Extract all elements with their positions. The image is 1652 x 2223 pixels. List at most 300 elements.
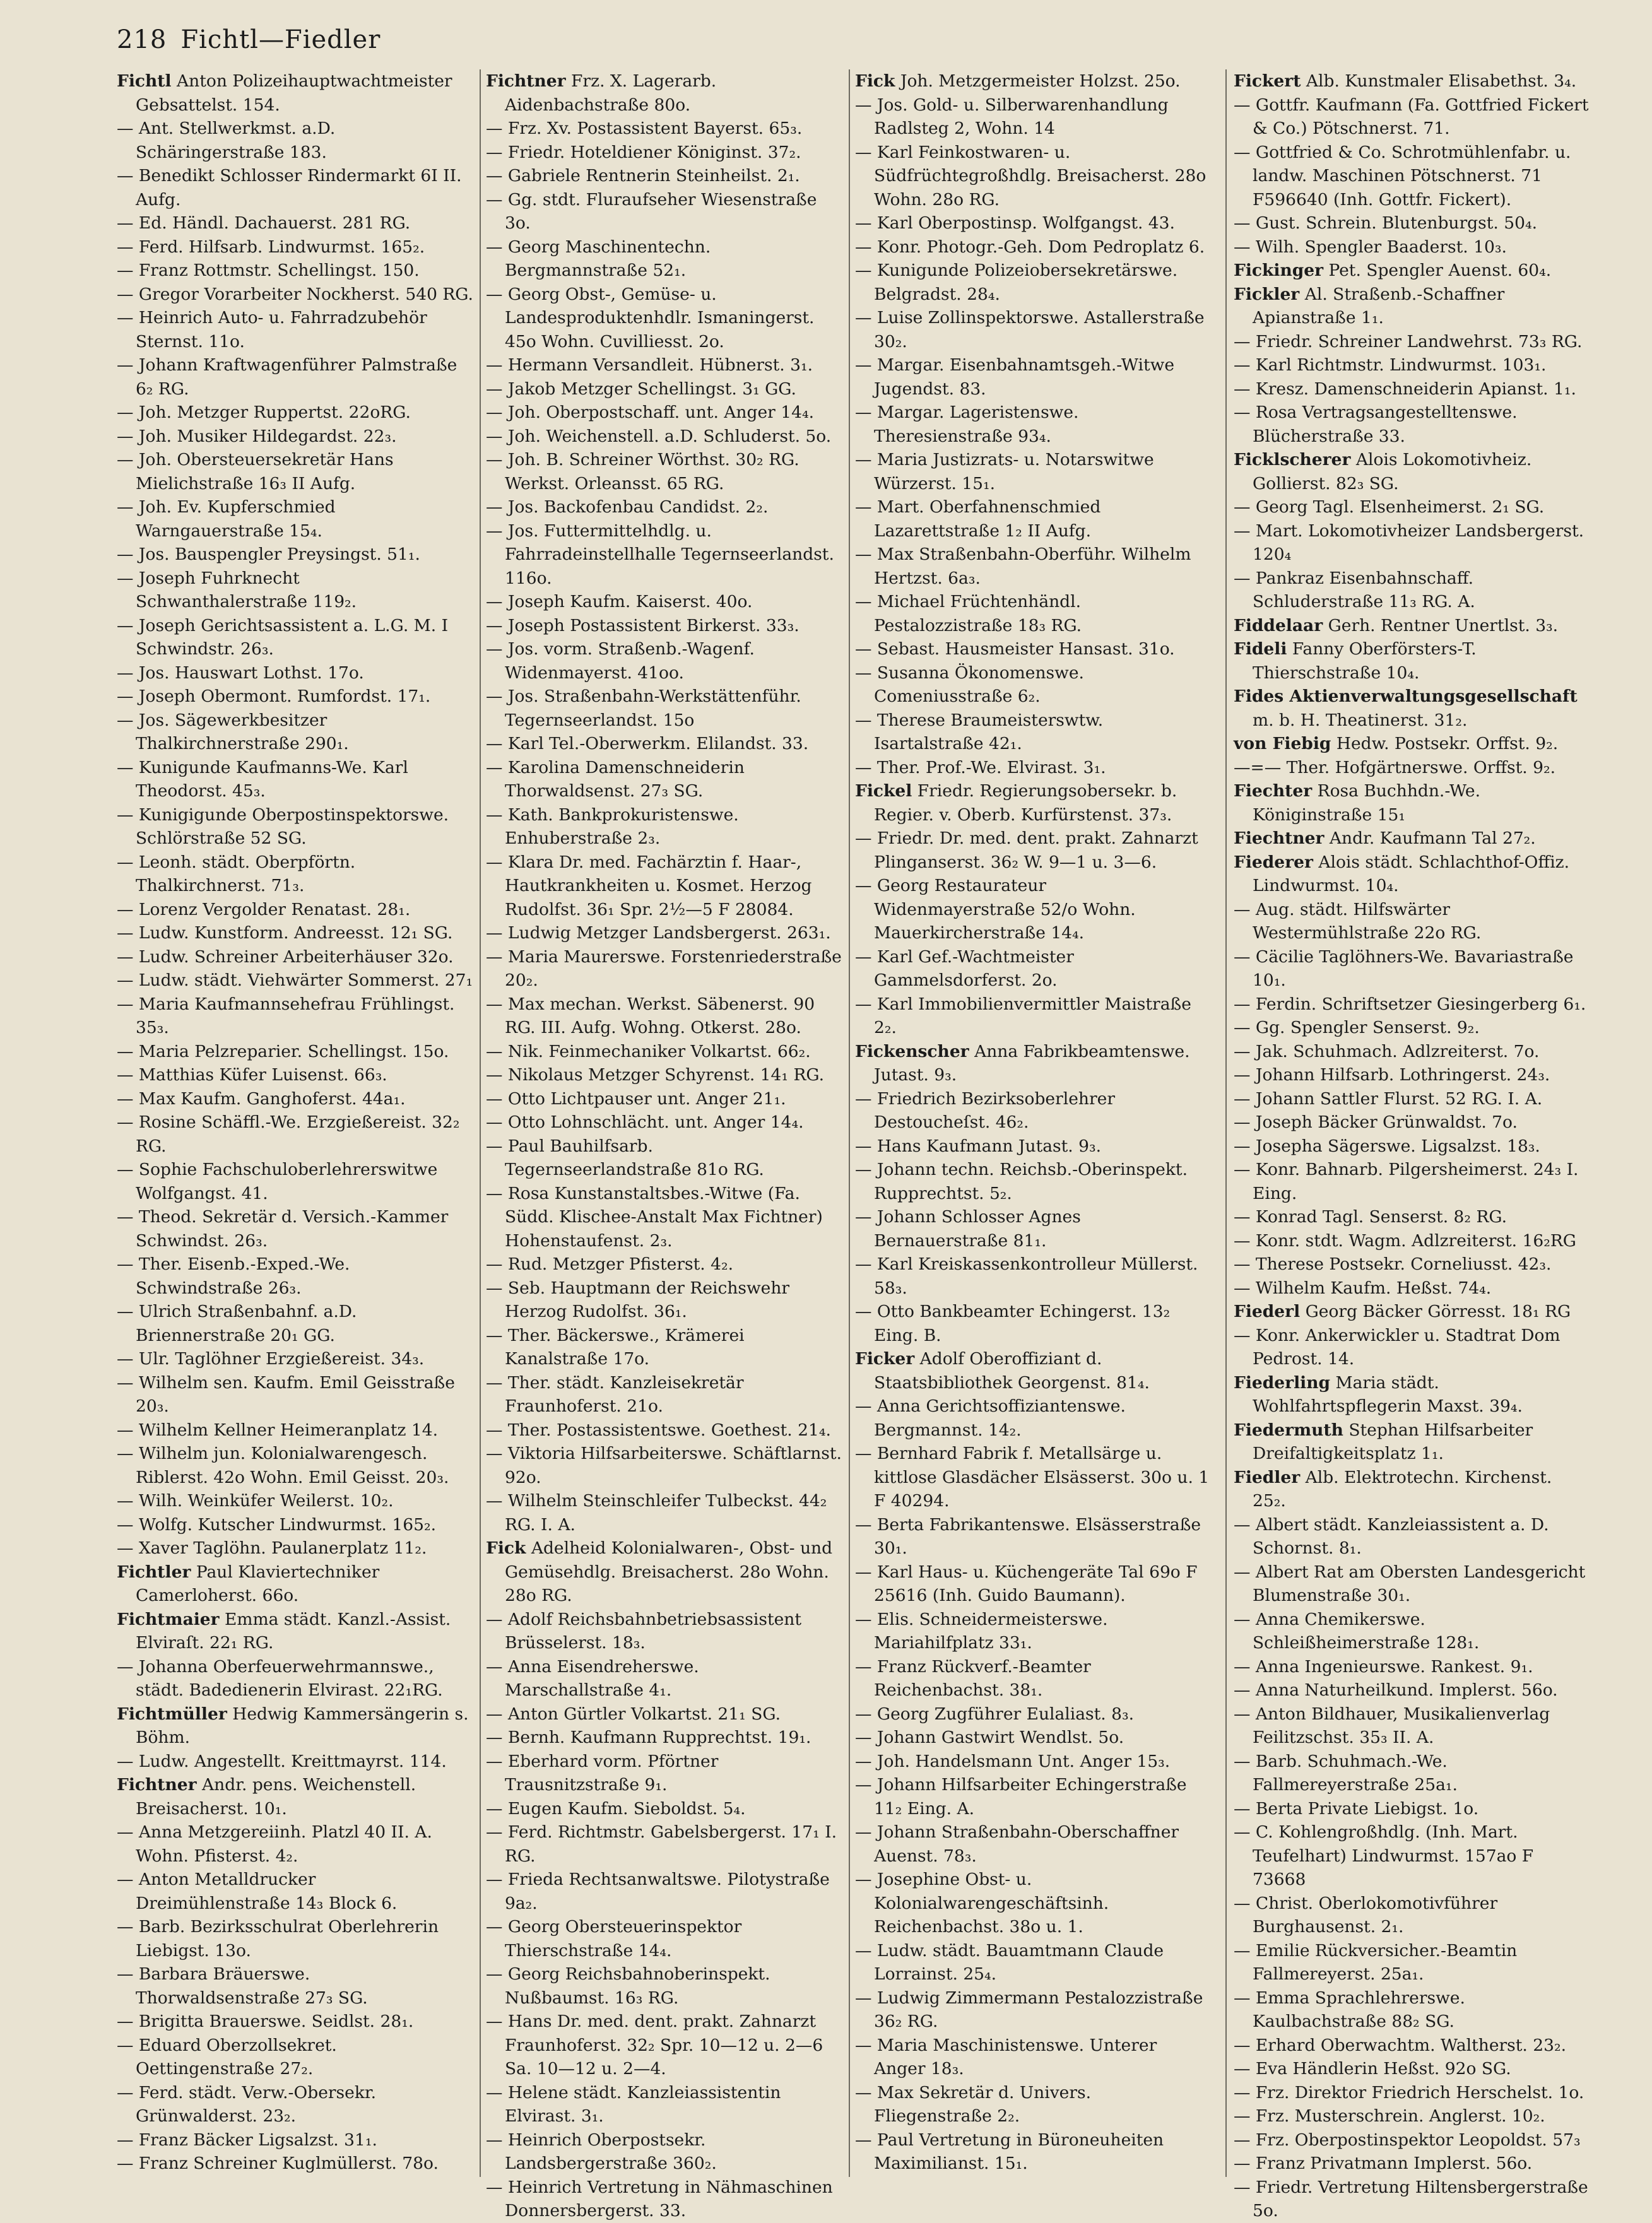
entry-text: — Margar. Lageristenswe. Theresienstraße 93₄.	[855, 403, 1079, 446]
directory-entry	[1234, 141, 1590, 212]
directory-entry	[486, 141, 842, 165]
directory-entry	[855, 1560, 1212, 1608]
entry-text: — Rud. Metzger Pfisterst. 4₂.	[486, 1254, 734, 1274]
directory-entry	[486, 1135, 842, 1182]
entry-text: — Rosine Schäffl.-We. Erzgießereist. 32₂ RG.	[117, 1112, 460, 1156]
directory-entry	[117, 425, 473, 449]
directory-entry	[855, 1253, 1212, 1300]
entry-text: m. b. H. Theatinerst. 31₂.	[1253, 710, 1468, 730]
entry-text: — Georg Maschinentechn. Bergmannstraße 52₁.	[486, 237, 711, 280]
entry-text: — Johann Schlosser Agnes Bernauerstraße 81₁.	[855, 1207, 1081, 1251]
entry-text: — Ludw. städt. Viehwärter Sommerst. 27₁	[117, 970, 473, 990]
surname-keyword: Fichtler	[117, 1562, 191, 1582]
entry-text: — Friedr. Hoteldiener Königinst. 37₂.	[486, 142, 801, 162]
directory-entry	[486, 614, 842, 638]
entry-text: — Anton Gürtler Volkartst. 21₁ SG.	[486, 1704, 781, 1724]
directory-entry	[855, 1442, 1212, 1513]
directory-entry	[855, 141, 1212, 212]
directory-entry	[855, 235, 1212, 259]
directory-entry	[486, 117, 842, 141]
entry-text: — Mart. Lokomotivheizer Landsbergerst. 120₄	[1234, 521, 1584, 564]
directory-entry	[855, 827, 1212, 874]
entry-text: Georg Bäcker Görresst. 18₁ RG	[1300, 1302, 1571, 1321]
entry-text: — Heinrich Oberpostsekr. Landsbergerstraße 360₂.	[486, 2130, 717, 2173]
directory-entry	[486, 401, 842, 425]
entry-text: — Eva Händlerin Heßst. 92o SG.	[1234, 2059, 1511, 2079]
entry-text: — Albert städt. Kanzleiassistent a. D. Schornst. 8₁.	[1234, 1514, 1549, 1558]
entry-text: — Rosa Vertragsangestelltenswe. Blücherstraße 33.	[1234, 403, 1518, 446]
entry-text: — Joh. Metzger Ruppertst. 22oRG.	[117, 403, 411, 422]
directory-entry	[1234, 69, 1590, 93]
entry-text: Al. Straßenb.-Schaffner Apianstraße 1₁.	[1253, 284, 1505, 327]
entry-text: — Aug. städt. Hilfswärter Westermühlstraße 22o RG.	[1234, 899, 1482, 943]
entry-text: — Franz Rückverf.-Beamter Reichenbachst. 38₁.	[855, 1656, 1091, 1700]
entry-text: — Lorenz Vergolder Renatast. 28₁.	[117, 899, 411, 919]
entry-text: — Gottfr. Kaufmann (Fa. Gottfried Fickert & Co.) Pötschnerst. 71.	[1234, 95, 1589, 138]
entry-text: — Anton Bildhauer, Musikalienverlag Feilitzschst. 35₃ II. A.	[1234, 1704, 1550, 1747]
entry-text: — Jakob Metzger Schellingst. 3₁ GG.	[486, 379, 796, 399]
directory-entry	[855, 779, 1212, 827]
directory-entry	[486, 2176, 842, 2223]
surname-keyword: Fiddelaar	[1234, 615, 1323, 635]
directory-entry	[486, 1087, 842, 1111]
entry-text: — Hans Dr. med. dent. prakt. Zahnarzt Fraunhoferst. 32₂ Spr. 10—12 u. 2—6 Sa. 10—12 u. 2—4.	[486, 2012, 823, 2079]
directory-entry	[855, 1608, 1212, 1655]
directory-entry	[1234, 1063, 1590, 1087]
directory-entry	[855, 2081, 1212, 2128]
entry-text: — Maria Justizrats- u. Notarswitwe Würzerst. 15₁.	[855, 450, 1154, 493]
entry-text: Hedwig Kammersängerin s. Böhm.	[136, 1704, 469, 1747]
surname-keyword: Fiederer	[1234, 852, 1313, 872]
entry-text: — Joh. Obersteuersekretär Hans Mielichstraße 16₃ II Aufg.	[117, 450, 394, 493]
directory-entry	[1234, 1820, 1590, 1892]
entry-text: — Ludwig Metzger Landsbergerst. 263₁.	[486, 923, 831, 943]
directory-entry	[1234, 1300, 1590, 1324]
entry-text: — Matthias Küfer Luisenst. 66₃.	[117, 1065, 387, 1085]
entry-text: — Karl Oberpostinsp. Wolfgangst. 43.	[855, 213, 1175, 233]
directory-entry	[1234, 1324, 1590, 1371]
entry-text: — Georg Tagl. Elsenheimerst. 2₁ SG.	[1234, 497, 1545, 517]
entry-text: — Ed. Händl. Dachauerst. 281 RG.	[117, 213, 411, 233]
entry-text: — Frieda Rechtsanwaltswe. Pilotystraße 9a₂.	[486, 1870, 830, 1913]
entry-text: — Anna Chemikerswe. Schleißheimerstraße 128₁.	[1234, 1609, 1480, 1653]
entry-text: —=— Ther. Hofgärtnerswe. Orffst. 9₂.	[1234, 757, 1556, 777]
entry-text: — Xaver Taglöhn. Paulanerplatz 11₂.	[117, 1538, 427, 1558]
directory-entry	[1234, 2152, 1590, 2176]
directory-entry	[486, 1915, 842, 1962]
entry-text: — Max Sekretär d. Univers. Fliegenstraße 2₂.	[855, 2082, 1092, 2126]
entry-text: — Georg Zugführer Eulaliast. 8₃.	[855, 1704, 1135, 1724]
directory-entry	[1234, 827, 1590, 851]
directory-entry	[486, 1277, 842, 1324]
surname-keyword: Fick	[855, 71, 895, 91]
directory-entry	[117, 448, 473, 495]
entry-text: — Sophie Fachschuloberlehrerswitwe Wolfgangst. 41.	[117, 1160, 438, 1203]
surname-keyword: Fichtl	[117, 71, 172, 91]
entry-text: — Michael Früchtenhändl. Pestalozzistraße 18₃ RG.	[855, 592, 1082, 635]
entry-text: — Franz Schreiner Kuglmüllerst. 78o.	[117, 2154, 439, 2173]
entry-text: — Karl Immobilienvermittler Maistraße 2₂.	[855, 994, 1191, 1037]
entry-text: — Nik. Feinmechaniker Volkartst. 66₂.	[486, 1041, 811, 1061]
directory-entry	[855, 448, 1212, 495]
entry-text: — Hans Kaufmann Jutast. 9₃.	[855, 1136, 1102, 1156]
entry-text: — Anna Ingenieurswe. Rankest. 9₁.	[1234, 1656, 1533, 1677]
entry-text: — Benedikt Schlosser Rindermarkt 6I II. Aufg.	[117, 166, 462, 209]
directory-entry	[117, 685, 473, 709]
surname-keyword: Fick	[486, 1538, 526, 1558]
directory-entry	[117, 1773, 473, 1820]
directory-entry	[117, 709, 473, 756]
directory-entry	[1234, 567, 1590, 614]
directory-entry	[486, 164, 842, 188]
entry-text: — Max Kaufm. Ganghoferst. 44a₁.	[117, 1088, 406, 1109]
directory-entry	[486, 448, 842, 495]
directory-entry	[486, 945, 842, 993]
entry-text: — Maria Kaufmannsehefrau Frühlingst. 35₃.	[117, 994, 455, 1037]
entry-text: — Konr. Bahnarb. Pilgersheimerst. 24₃ I. Eing.	[1234, 1160, 1579, 1203]
entry-text: — Ferd. Hilfsarb. Lindwurmst. 165₂.	[117, 237, 425, 257]
directory-entry	[855, 874, 1212, 945]
entry-text: — Anna Naturheilkund. Implerst. 56o.	[1234, 1680, 1558, 1700]
entry-text: Andr. pens. Weichenstell. Breisacherst. 10₁.	[136, 1775, 416, 1819]
directory-entry	[855, 401, 1212, 448]
entry-text: — Joh. Weichenstell. a.D. Schluderst. 5o.	[486, 426, 832, 446]
entry-text: Andr. Kaufmann Tal 27₂.	[1324, 828, 1536, 848]
entry-text: — Frz. Xv. Postassistent Bayerst. 65₃.	[486, 119, 803, 138]
entry-text: — Anna Eisendreherswe. Marschallstraße 4₁.	[486, 1656, 699, 1700]
directory-entry	[486, 1063, 842, 1087]
entry-text: — Ludwig Zimmermann Pestalozzistraße 36₂ RG.	[855, 1988, 1203, 2031]
directory-entry	[486, 377, 842, 401]
directory-entry	[1234, 519, 1590, 567]
entry-text: — Margar. Eisenbahnamtsgeh.-Witwe Jugendst. 83.	[855, 355, 1175, 399]
directory-entry	[486, 1182, 842, 1253]
directory-entry	[117, 164, 473, 211]
directory-entry	[855, 211, 1212, 235]
directory-entry	[486, 1111, 842, 1135]
entry-text: — Jos. Bauspengler Preysingst. 51₁.	[117, 545, 420, 564]
entry-text: — Jos. Sägewerkbesitzer Thalkirchnerstraße 290₁.	[117, 710, 349, 753]
entry-text: — Ludw. städt. Bauamtmann Claude Lorrainst. 25₄.	[855, 1940, 1164, 1984]
directory-entry	[855, 1087, 1212, 1135]
directory-entry	[117, 614, 473, 661]
directory-entry	[1234, 1986, 1590, 2034]
entry-text: — Maria Pelzreparier. Schellingst. 15o.	[117, 1041, 449, 1061]
entry-text: — Barb. Bezirksschulrat Oberlehrerin Liebigst. 13o.	[117, 1917, 439, 1961]
entry-text: — Kath. Bankprokuristenswe. Enhuberstraße 2₃.	[486, 805, 739, 848]
directory-entry	[486, 1253, 842, 1277]
directory-entry	[117, 1300, 473, 1347]
entry-text: — Jos. Straßenbahn-Werkstättenführ. Tegernseerlandst. 15o	[486, 687, 801, 730]
directory-entry	[1234, 779, 1590, 827]
entry-text: — Otto Lohnschlächt. unt. Anger 14₄.	[486, 1112, 804, 1132]
directory-entry	[1234, 211, 1590, 235]
directory-entry	[1234, 2034, 1590, 2058]
surname-keyword: Fickinger	[1234, 261, 1324, 280]
entry-text: — Gottfried & Co. Schrotmühlenfabr. u. landw. Maschinen Pötschnerst. 71 F596640 (Inh. Gottfr. Fickert).	[1234, 142, 1571, 209]
entry-text: — Ferd. städt. Verw.-Obersekr. Grünwalderst. 23₂.	[117, 2082, 377, 2126]
column-rule	[849, 69, 850, 2177]
directory-entry	[486, 1655, 842, 1702]
directory-entry	[1234, 259, 1590, 283]
surname-keyword: Ficker	[855, 1349, 915, 1369]
directory-entry	[486, 2010, 842, 2081]
directory-entry	[855, 1513, 1212, 1560]
entry-text: — Joseph Kaufm. Kaiserst. 40o.	[486, 592, 753, 611]
page-number: 218	[117, 25, 167, 54]
entry-text: — Heinrich Auto- u. Fahrradzubehör Sternst. 11o.	[117, 308, 427, 351]
directory-entry	[117, 898, 473, 922]
directory-entry	[855, 69, 1212, 93]
directory-entry	[486, 519, 842, 591]
entry-text: — Mart. Oberfahnenschmied Lazarettstraße 1₂ II Aufg.	[855, 497, 1101, 541]
entry-text: — Gregor Vorarbeiter Nockherst. 540 RG.	[117, 284, 473, 304]
entry-text: — Eugen Kaufm. Sieboldst. 5₄.	[486, 1798, 746, 1819]
entry-text: — Erhard Oberwachtm. Waltherst. 23₂.	[1234, 2035, 1567, 2055]
entry-text: — Konr. Ankerwickler u. Stadtrat Dom Pedrost. 14.	[1234, 1325, 1561, 1369]
entry-text: — Joseph Gerichtsassistent a. L.G. M. I Schwindstr. 26₃.	[117, 615, 449, 659]
directory-entry	[1234, 495, 1590, 519]
directory-entry	[1234, 448, 1590, 495]
entry-text: — Albert Rat am Obersten Landesgericht Blumenstraße 30₁.	[1234, 1562, 1586, 1605]
directory-entry	[486, 1371, 842, 1418]
directory-entry	[855, 945, 1212, 993]
directory-entry	[486, 2081, 842, 2128]
entry-text: — Georg Obst-, Gemüse- u. Landesproduktenhdlr. Ismaningerst. 45o Wohn. Cuvilliesst. 2o.	[486, 284, 815, 351]
directory-entry	[1234, 851, 1590, 898]
directory-entry	[117, 1205, 473, 1253]
directory-entry	[1234, 993, 1590, 1017]
entry-text: Emma städt. Kanzl.-Assist. Elviraſt. 22₁ RG.	[136, 1609, 451, 1653]
directory-entry	[855, 1702, 1212, 1726]
directory-entry	[486, 1868, 842, 1915]
directory-entry	[117, 1489, 473, 1513]
directory-entry	[1234, 1371, 1590, 1418]
entry-text: Adelheid Kolonialwaren-, Obst- und Gemüsehdlg. Breisacherst. 28o Wohn. 28o RG.	[505, 1538, 833, 1605]
entry-text: — Johann Kraftwagenführer Palmstraße 6₂ RG.	[117, 355, 457, 399]
entry-text: Rosa Buchhdn.-We. Königinstraße 15₁	[1253, 781, 1481, 825]
directory-entry	[486, 235, 842, 283]
directory-entry	[1234, 1608, 1590, 1655]
directory-entry	[486, 425, 842, 449]
entry-text: — Paul Bauhilfsarb. Tegernseerlandstraße 81o RG.	[486, 1136, 764, 1179]
entry-text: — Gg. stdt. Fluraufseher Wiesenstraße 3o.	[486, 189, 817, 233]
column-rule	[480, 69, 481, 2177]
directory-entry	[855, 1820, 1212, 1868]
entry-text: — Joh. Ev. Kupferschmied Warngauerstraße 15₄.	[117, 497, 336, 541]
column-2	[486, 69, 842, 2220]
entry-text: — Anton Metalldrucker Dreimühlenstraße 14₃ Block 6.	[117, 1870, 398, 1913]
entry-text: — Wilh. Weinküfer Weilerst. 10₂.	[117, 1491, 394, 1511]
surname-keyword: Fiedermuth	[1234, 1420, 1343, 1440]
entry-text: — Kunigunde Kaufmanns-We. Karl Theodorst. 45₃.	[117, 757, 408, 801]
directory-entry	[117, 69, 473, 117]
entry-text: — Joh. Handelsmann Unt. Anger 15₃.	[855, 1751, 1171, 1771]
entry-text: Adolf Oberoffiziant d. Staatsbibliothek Georgenst. 81₄.	[874, 1349, 1150, 1393]
surname-keyword: Fickenscher	[855, 1041, 969, 1061]
entry-text: Gerh. Rentner Unertlst. 3₃.	[1323, 615, 1559, 635]
surname-keyword: Fichtmaier	[117, 1609, 220, 1629]
directory-entry	[1234, 93, 1590, 141]
entry-text: — Otto Lichtpauser unt. Anger 21₁.	[486, 1088, 786, 1109]
entry-text: — Emma Sprachlehrerswe. Kaulbachstraße 88₂ SG.	[1234, 1988, 1465, 2031]
directory-entry	[486, 495, 842, 519]
entry-text: — Berta Private Liebigst. 1o.	[1234, 1798, 1479, 1819]
directory-entry	[117, 1962, 473, 2010]
surname-keyword: Fideli	[1234, 639, 1287, 659]
entry-text: — Karolina Damenschneiderin Thorwaldsenst. 27₃ SG.	[486, 757, 745, 801]
directory-entry	[117, 259, 473, 283]
directory-entry	[855, 1040, 1212, 1087]
entry-text: — Nikolaus Metzger Schyrenst. 14₁ RG.	[486, 1065, 825, 1085]
directory-entry	[1234, 1205, 1590, 1229]
entry-text: — Pankraz Eisenbahnschaff. Schluderstraße 11₃ RG. A.	[1234, 568, 1475, 611]
entry-text: Fanny Oberförsters-T. Thierschstraße 10₄.	[1253, 639, 1477, 683]
entry-text: — Kunigigunde Oberpostinspektorswe. Schlörstraße 52 SG.	[117, 805, 449, 848]
directory-entry	[855, 1986, 1212, 2034]
entry-text: — Joseph Fuhrknecht Schwanthalerstraße 119₂.	[117, 568, 357, 611]
entry-text: Hedw. Postsekr. Orffst. 9₂.	[1331, 734, 1559, 753]
entry-text: — Karl Gef.-Wachtmeister Gammelsdorferst. 2o.	[855, 946, 1074, 990]
directory-entry	[1234, 1892, 1590, 1939]
directory-entry	[486, 188, 842, 235]
directory-entry	[486, 1536, 842, 1608]
directory-entry	[855, 1750, 1212, 1774]
directory-entry	[117, 567, 473, 614]
surname-keyword: von Fiebig	[1234, 734, 1331, 753]
entry-text: — Sebast. Hausmeister Hansast. 31o.	[855, 639, 1175, 659]
entry-text: — Friedr. Dr. med. dent. prakt. Zahnarzt Plinganserst. 36₂ W. 9—1 u. 3—6.	[855, 828, 1198, 872]
directory-entry	[855, 1773, 1212, 1820]
entry-text: — Ther. Postassistentswe. Goethest. 21₄.	[486, 1420, 831, 1440]
entry-text: — Ludw. Schreiner Arbeiterhäuser 32o.	[117, 946, 454, 967]
directory-entry	[486, 851, 842, 922]
entry-text: Friedr. Regierungsobersekr. b. Regier. v. Oberb. Kurfürstenst. 37₃.	[874, 781, 1177, 825]
entry-text: — Heinrich Vertretung in Nähmaschinen Donnersbergerst. 33.	[486, 2177, 833, 2220]
directory-entry	[486, 685, 842, 732]
directory-entry	[117, 543, 473, 567]
directory-entry	[1234, 1560, 1590, 1608]
directory-entry	[1234, 330, 1590, 354]
surname-keyword: Ficklscherer	[1234, 450, 1351, 469]
directory-entry	[1234, 2081, 1590, 2105]
directory-entry	[117, 1347, 473, 1371]
directory-entry	[117, 1253, 473, 1300]
entry-text: — Ludw. Kunstform. Andreesst. 12₁ SG.	[117, 923, 453, 943]
entry-text: — Kresz. Damenschneiderin Apianst. 1₁.	[1234, 379, 1576, 399]
entry-text: — Johann Hilfsarb. Lothringerst. 24₃.	[1234, 1065, 1550, 1085]
column-rule	[1225, 69, 1227, 2177]
directory-entry	[486, 1750, 842, 1797]
entry-text: — Johann Straßenbahn-Oberschaffner Auenst. 78₃.	[855, 1822, 1179, 1866]
entry-text: — Therese Braumeisterswtw. Isartalstraße 42₁.	[855, 710, 1104, 753]
directory-entry	[1234, 1655, 1590, 1679]
entry-text: — Cäcilie Taglöhners-We. Bavariastraße 10₁.	[1234, 946, 1574, 990]
directory-entry	[486, 1040, 842, 1064]
page-header	[117, 25, 381, 54]
directory-entry	[1234, 685, 1590, 732]
entry-text: — Friedr. Vertretung Hiltensbergerstraße 5o.	[1234, 2177, 1588, 2220]
directory-entry	[117, 969, 473, 993]
entry-text: — Johann Gastwirt Wendlst. 5o.	[855, 1728, 1124, 1747]
entry-text: — Ant. Stellwerkmst. a.D. Schäringerstraße 183.	[117, 119, 336, 162]
entry-text: — Jos. Futtermittelhdlg. u. Fahrradeinstellhalle Tegernseerlandst. 116o.	[486, 521, 834, 588]
entry-text: — Konrad Tagl. Senserst. 8₂ RG.	[1234, 1207, 1507, 1227]
entry-text: — Georg Restaurateur Widenmayerstraße 52/o Wohn. Mauerkircherstraße 14₄.	[855, 876, 1136, 943]
directory-entry	[486, 590, 842, 614]
directory-entry	[1234, 283, 1590, 330]
entry-text: Anton Polizeihauptwachtmeister Gebsattelst. 154.	[136, 71, 452, 115]
column-1	[117, 69, 473, 2202]
entry-text: — Joh. Musiker Hildegardst. 22₃.	[117, 426, 397, 446]
entry-text: — Christ. Oberlokomotivführer Burghausenst. 2₁.	[1234, 1893, 1498, 1937]
entry-text: — Franz Rottmstr. Schellingst. 150.	[117, 261, 420, 280]
directory-entry	[1234, 1087, 1590, 1111]
directory-entry	[117, 921, 473, 945]
directory-entry	[1234, 2057, 1590, 2081]
directory-entry	[1234, 1253, 1590, 1277]
entry-text: — Kunigunde Polizeiobersekretärswe. Belgradst. 28₄.	[855, 261, 1178, 304]
directory-entry	[117, 2010, 473, 2034]
directory-entry	[1234, 1158, 1590, 1205]
entry-text: — Joseph Postassistent Birkerst. 33₃.	[486, 615, 799, 635]
entry-text: Pet. Spengler Auenst. 60₄.	[1323, 261, 1552, 280]
directory-entry	[117, 1560, 473, 1608]
column-4	[1234, 69, 1590, 2220]
directory-entry	[117, 1750, 473, 1774]
directory-entry	[117, 1371, 473, 1418]
entry-text: — Joh. B. Schreiner Wörthst. 30₂ RG. Werkst. Orleansst. 65 RG.	[486, 450, 799, 493]
directory-entry	[855, 709, 1212, 756]
entry-text: — Gabriele Rentnerin Steinheilst. 2₁.	[486, 166, 800, 186]
directory-entry	[117, 1513, 473, 1537]
directory-entry	[1234, 756, 1590, 780]
directory-entry	[117, 306, 473, 353]
directory-entry	[486, 1418, 842, 1442]
directory-entry	[855, 1347, 1212, 1395]
directory-entry	[855, 637, 1212, 661]
directory-entry	[117, 1111, 473, 1158]
directory-entry	[486, 1324, 842, 1371]
entry-text: Joh. Metzgermeister Holzst. 25o.	[895, 71, 1181, 91]
entry-text: — Ludw. Angestellt. Kreittmayrst. 114.	[117, 1751, 447, 1771]
directory-entry	[486, 1820, 842, 1868]
directory-entry	[117, 851, 473, 898]
entry-text: — Klara Dr. med. Fachärztin f. Haar-, Hautkrankheiten u. Kosmet. Herzog Rudolfst. 36₁ Spr. 2½—5 F 28084.	[486, 852, 812, 919]
entry-text: — Anna Metzgereiinh. Platzl 40 II. A. Wohn. Pfisterst. 4₂.	[117, 1822, 432, 1866]
entry-text: — Gg. Spengler Senserst. 9₂.	[1234, 1018, 1480, 1037]
entry-text: — Berta Fabrikantenswe. Elsässerstraße 30₁.	[855, 1514, 1201, 1558]
directory-entry	[855, 93, 1212, 141]
directory-entry	[855, 1939, 1212, 1986]
directory-entry	[117, 1158, 473, 1205]
directory-entry	[117, 235, 473, 259]
directory-entry	[117, 2128, 473, 2152]
directory-entry	[1234, 1040, 1590, 1064]
entry-text: — Karl Haus- u. Küchengeräte Tal 69o F 25616 (Inh. Guido Baumann).	[855, 1562, 1198, 1605]
directory-entry	[855, 1135, 1212, 1159]
entry-text: — Jos. Gold- u. Silberwarenhandlung Radlsteg 2, Wohn. 14	[855, 95, 1169, 138]
entry-text: — Helene städt. Kanzleiassistentin Elvirast. 3₁.	[486, 2082, 781, 2126]
entry-text: — Wilhelm Kaufm. Heßst. 74₄.	[1234, 1278, 1492, 1298]
entry-text: — Wolfg. Kutscher Lindwurmst. 165₂.	[117, 1514, 436, 1535]
directory-entry	[486, 1442, 842, 1489]
entry-text: — Frz. Oberpostinspektor Leopoldst. 57₃	[1234, 2130, 1581, 2150]
directory-entry	[1234, 1466, 1590, 1513]
directory-entry	[855, 993, 1212, 1040]
entry-text: — Barbara Bräuerswe. Thorwaldsenstraße 27₃ SG.	[117, 1964, 368, 2008]
directory-entry	[1234, 1750, 1590, 1797]
